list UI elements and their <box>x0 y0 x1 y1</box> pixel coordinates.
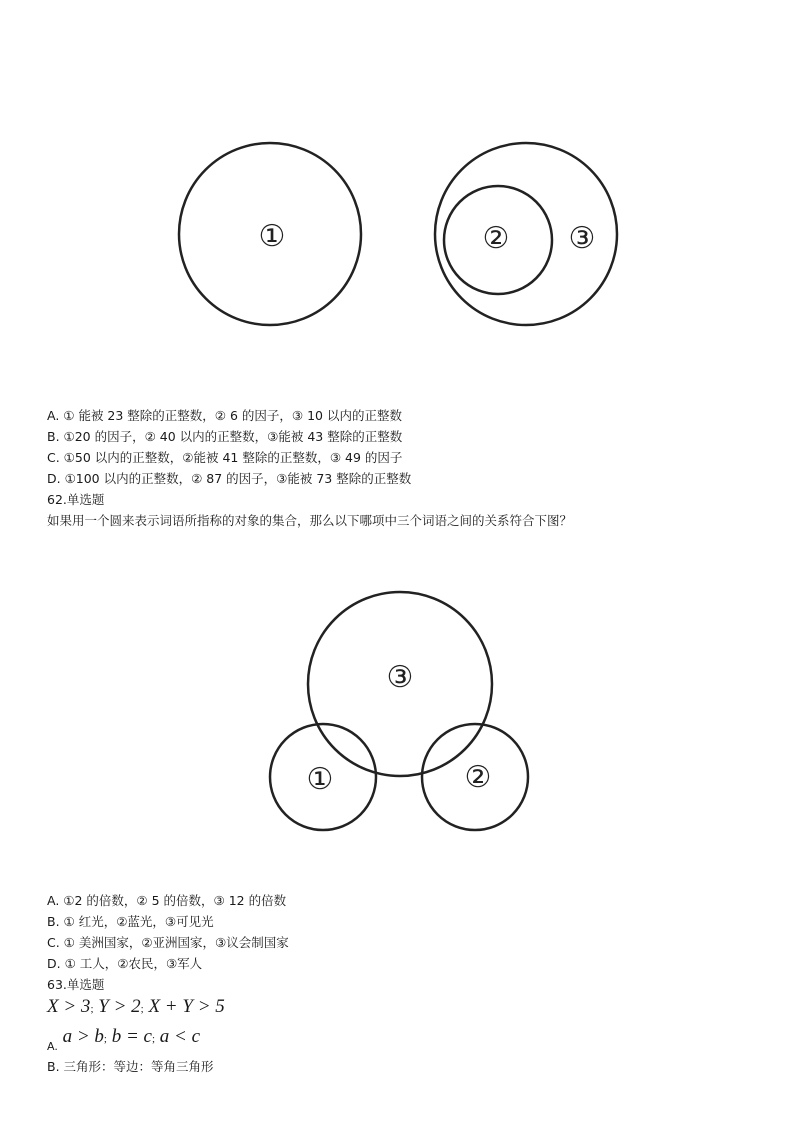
q61-option-b[interactable]: B. ①20 的因子，② 40 以内的正整数，③能被 43 整除的正整数 <box>47 429 403 444</box>
q62-option-c[interactable]: C. ① 美洲国家，②亚洲国家，③议会制国家 <box>47 935 289 950</box>
q63-stem-2: Y > 2 <box>98 996 141 1017</box>
q62-option-b[interactable]: B. ① 红光，②蓝光，③可见光 <box>47 914 214 929</box>
label-circle-2: ② <box>482 221 510 256</box>
figure-venn-top <box>0 0 800 360</box>
q63-option-a-prefix: A. <box>47 1040 58 1053</box>
q63-option-a-1: a > b <box>62 1026 104 1047</box>
q63-stem-1: X > 3 <box>47 996 91 1017</box>
q63-number: 63.单选题 <box>47 977 105 992</box>
q63-option-a-2: b = c <box>111 1026 152 1047</box>
q61-option-a[interactable]: A. ① 能被 23 整除的正整数，② 6 的因子，③ 10 以内的正整数 <box>47 408 402 423</box>
q63-stem-3: X + Y > 5 <box>148 996 225 1017</box>
label-circle-1: ① <box>258 219 286 254</box>
label-left: ① <box>306 762 334 797</box>
q63-option-a-3: a < c <box>159 1026 201 1047</box>
q61-option-c[interactable]: C. ①50 以内的正整数，②能被 41 整除的正整数，③ 49 的因子 <box>47 450 403 465</box>
q63-option-b[interactable]: B. 三角形：等边：等角三角形 <box>47 1059 214 1074</box>
label-top: ③ <box>386 660 414 695</box>
label-circle-3: ③ <box>568 221 596 256</box>
figure-venn-q62 <box>0 580 800 840</box>
q63-stem: X > 3; Y > 2; X + Y > 5 <box>47 996 225 1017</box>
q62-option-d[interactable]: D. ① 工人，②农民，③军人 <box>47 956 203 971</box>
q62-number: 62.单选题 <box>47 492 105 507</box>
q61-option-d[interactable]: D. ①100 以内的正整数，② 87 的因子，③能被 73 整除的正整数 <box>47 471 412 486</box>
label-right: ② <box>464 760 492 795</box>
q62-option-a[interactable]: A. ①2 的倍数，② 5 的倍数，③ 12 的倍数 <box>47 893 287 908</box>
q62-question: 如果用一个圆来表示词语所指称的对象的集合，那么以下哪项中三个词语之间的关系符合下图？ <box>47 513 573 528</box>
q63-option-a[interactable]: $_{A.}$ a > b; b = c; a < c <box>47 1026 201 1053</box>
